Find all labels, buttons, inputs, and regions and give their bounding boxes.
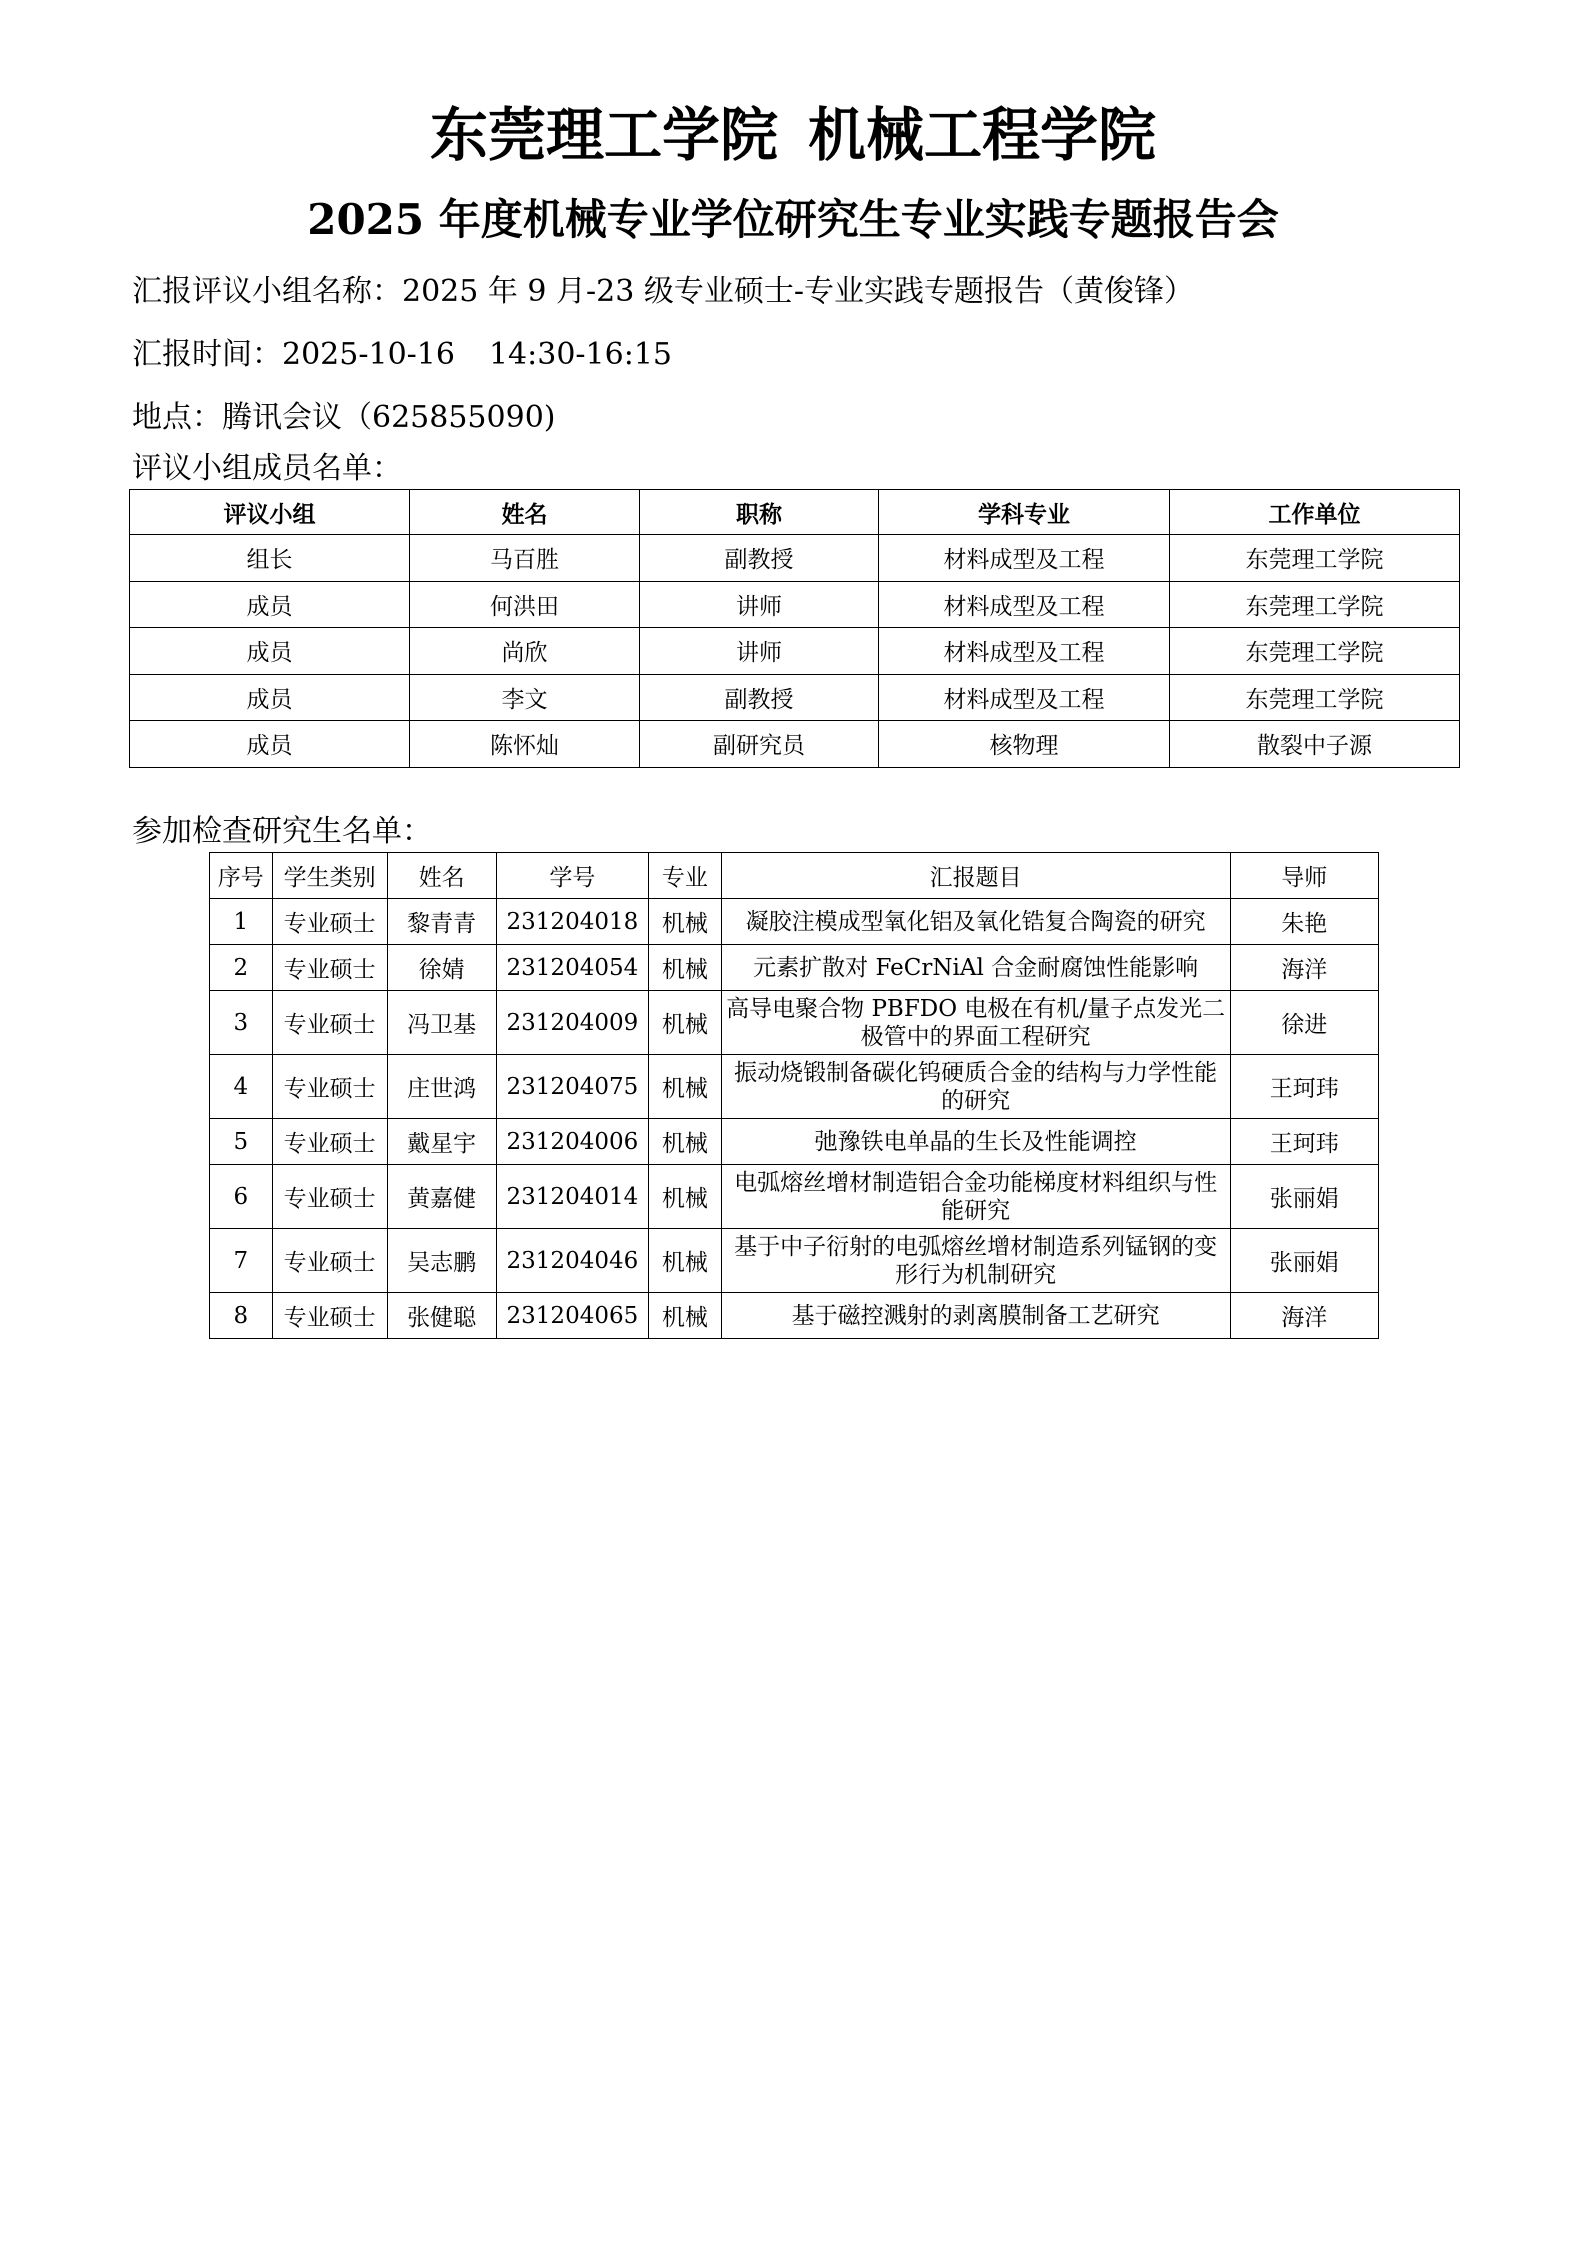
member-title: 副教授: [640, 535, 879, 582]
student-major: 机械: [649, 1055, 722, 1119]
student-no: 6: [210, 1165, 273, 1229]
table-row: [130, 721, 1460, 768]
member-title: 副研究员: [640, 721, 879, 768]
member-major: 材料成型及工程: [879, 581, 1170, 628]
student-no: 3: [210, 991, 273, 1055]
column-header: 专业: [649, 853, 722, 899]
students-heading: 参加检查研究生名单：: [132, 814, 432, 849]
member-title: 讲师: [640, 581, 879, 628]
column-header: 学生类别: [272, 853, 387, 899]
page-subtitle: 2025 年度机械专业学位研究生专业实践专题报告会: [307, 195, 1279, 244]
student-major: 机械: [649, 945, 722, 991]
student-id: 231204075: [496, 1055, 648, 1119]
student-advisor: 朱艳: [1230, 899, 1378, 945]
student-name: 戴星宇: [387, 1119, 496, 1165]
student-advisor: 海洋: [1230, 945, 1378, 991]
report-topic: 振动烧锻制备碳化钨硬质合金的结构与力学性能的研究: [721, 1055, 1230, 1119]
university-name: 东莞理工学院: [429, 101, 778, 169]
member-major: 材料成型及工程: [879, 535, 1170, 582]
group-name-value: 2025 年 9 月-23 级专业硕士-专业实践专题报告（黄俊锋）: [402, 274, 1195, 309]
student-name: 黎青青: [387, 899, 496, 945]
table-row: [130, 581, 1460, 628]
student-id: 231204054: [496, 945, 648, 991]
member-name: 何洪田: [410, 581, 640, 628]
report-topic: 电弧熔丝增材制造铝合金功能梯度材料组织与性能研究: [721, 1165, 1230, 1229]
group-name-line: [132, 270, 1194, 314]
student-advisor: 王珂玮: [1230, 1119, 1378, 1165]
student-name: 吴志鹏: [387, 1229, 496, 1293]
table-row: [210, 1165, 1379, 1229]
panel-heading: 评议小组成员名单：: [132, 451, 402, 486]
student-id: 231204065: [496, 1293, 648, 1339]
column-header: 学科专业: [879, 490, 1170, 535]
student-major: 机械: [649, 899, 722, 945]
student-advisor: 徐进: [1230, 991, 1378, 1055]
member-major: 材料成型及工程: [879, 628, 1170, 675]
student-name: 徐婧: [387, 945, 496, 991]
students-table: [209, 852, 1379, 1339]
member-role: 成员: [130, 721, 410, 768]
report-topic: 元素扩散对 FeCrNiAl 合金耐腐蚀性能影响: [721, 945, 1230, 991]
member-unit: 东莞理工学院: [1170, 581, 1460, 628]
school-name: 机械工程学院: [808, 101, 1157, 169]
student-name: 冯卫基: [387, 991, 496, 1055]
student-id: 231204006: [496, 1119, 648, 1165]
student-advisor: 王珂玮: [1230, 1055, 1378, 1119]
group-name-label: 汇报评议小组名称：: [132, 274, 402, 309]
column-header: 职称: [640, 490, 879, 535]
member-major: 材料成型及工程: [879, 674, 1170, 721]
student-type: 专业硕士: [272, 1119, 387, 1165]
report-time-range: 14:30-16:15: [488, 337, 673, 372]
student-major: 机械: [649, 991, 722, 1055]
member-major: 核物理: [879, 721, 1170, 768]
table-row: [210, 1119, 1379, 1165]
student-no: 7: [210, 1229, 273, 1293]
report-topic: 弛豫铁电单晶的生长及性能调控: [721, 1119, 1230, 1165]
column-header: 姓名: [387, 853, 496, 899]
location-label: 地点：: [132, 400, 222, 435]
member-unit: 东莞理工学院: [1170, 628, 1460, 675]
panel-table-header: [130, 490, 1460, 535]
panel-members-table: [129, 489, 1460, 768]
report-topic: 基于中子衍射的电弧熔丝增材制造系列锰钢的变形行为机制研究: [721, 1229, 1230, 1293]
student-id: 231204014: [496, 1165, 648, 1229]
member-role: 成员: [130, 581, 410, 628]
column-header: 汇报题目: [721, 853, 1230, 899]
student-no: 4: [210, 1055, 273, 1119]
report-topic: 凝胶注模成型氧化铝及氧化锆复合陶瓷的研究: [721, 899, 1230, 945]
member-role: 组长: [130, 535, 410, 582]
table-row: [210, 1055, 1379, 1119]
column-header: 学号: [496, 853, 648, 899]
student-name: 黄嘉健: [387, 1165, 496, 1229]
table-row: [210, 899, 1379, 945]
table-row: [130, 628, 1460, 675]
student-type: 专业硕士: [272, 945, 387, 991]
member-title: 讲师: [640, 628, 879, 675]
table-row: [130, 535, 1460, 582]
report-time-line: [132, 333, 672, 377]
student-type: 专业硕士: [272, 1229, 387, 1293]
report-time-label: 汇报时间：: [132, 337, 282, 372]
member-unit: 东莞理工学院: [1170, 535, 1460, 582]
column-header: 导师: [1230, 853, 1378, 899]
location-line: [132, 396, 556, 440]
column-header: 评议小组: [130, 490, 410, 535]
student-type: 专业硕士: [272, 1293, 387, 1339]
student-name: 庄世鸿: [387, 1055, 496, 1119]
student-type: 专业硕士: [272, 1055, 387, 1119]
table-row: [210, 945, 1379, 991]
table-row: [210, 1293, 1379, 1339]
student-type: 专业硕士: [272, 1165, 387, 1229]
member-role: 成员: [130, 674, 410, 721]
students-table-header: [210, 853, 1379, 899]
report-topic: 基于磁控溅射的剥离膜制备工艺研究: [721, 1293, 1230, 1339]
member-name: 陈怀灿: [410, 721, 640, 768]
student-name: 张健聪: [387, 1293, 496, 1339]
student-major: 机械: [649, 1119, 722, 1165]
student-advisor: 张丽娟: [1230, 1229, 1378, 1293]
column-header: 姓名: [410, 490, 640, 535]
location-value: 腾讯会议（625855090): [222, 400, 556, 435]
student-no: 5: [210, 1119, 273, 1165]
member-unit: 东莞理工学院: [1170, 674, 1460, 721]
student-advisor: 张丽娟: [1230, 1165, 1378, 1229]
table-row: [130, 674, 1460, 721]
student-no: 8: [210, 1293, 273, 1339]
member-name: 马百胜: [410, 535, 640, 582]
member-name: 李文: [410, 674, 640, 721]
student-no: 2: [210, 945, 273, 991]
member-unit: 散裂中子源: [1170, 721, 1460, 768]
student-type: 专业硕士: [272, 899, 387, 945]
student-id: 231204046: [496, 1229, 648, 1293]
student-major: 机械: [649, 1229, 722, 1293]
student-type: 专业硕士: [272, 991, 387, 1055]
student-id: 231204009: [496, 991, 648, 1055]
member-role: 成员: [130, 628, 410, 675]
report-date: 2025-10-16: [282, 337, 455, 372]
member-name: 尚欣: [410, 628, 640, 675]
student-major: 机械: [649, 1165, 722, 1229]
student-major: 机械: [649, 1293, 722, 1339]
page-title: [0, 92, 1586, 178]
column-header: 工作单位: [1170, 490, 1460, 535]
table-row: [210, 1229, 1379, 1293]
report-topic: 高导电聚合物 PBFDO 电极在有机/量子点发光二极管中的界面工程研究: [721, 991, 1230, 1055]
student-advisor: 海洋: [1230, 1293, 1378, 1339]
table-row: [210, 991, 1379, 1055]
student-no: 1: [210, 899, 273, 945]
member-title: 副教授: [640, 674, 879, 721]
student-id: 231204018: [496, 899, 648, 945]
column-header: 序号: [210, 853, 273, 899]
